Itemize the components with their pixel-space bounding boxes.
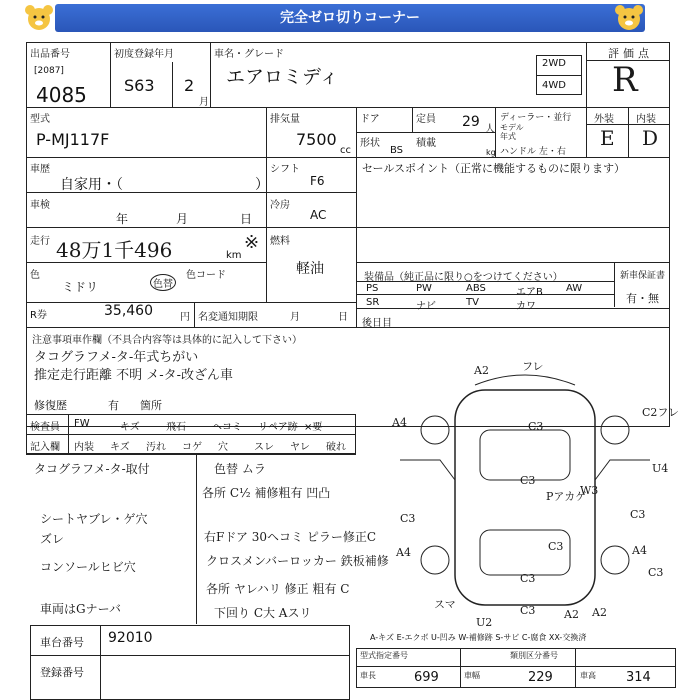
damage-mark: A2 xyxy=(474,364,489,377)
disp-value: 7500 xyxy=(296,130,337,149)
model-label: 車名・グレード xyxy=(214,49,284,60)
color-change: 色替 xyxy=(150,274,176,291)
interior-label: 内装 xyxy=(636,114,656,125)
equip-option: SR xyxy=(366,297,380,308)
mileage-label: 走行 xyxy=(30,236,50,247)
newcar-label: 新車保証書 xyxy=(620,271,666,281)
height-label: 車高 xyxy=(580,671,596,680)
dealer-label: ディーラー・並行 xyxy=(500,113,572,123)
mascot-bear-icon xyxy=(612,2,646,34)
handwritten-note: コンソールヒビ穴 xyxy=(40,560,136,574)
checker-option: 破れ xyxy=(326,442,346,453)
checker-option: スレ xyxy=(254,442,274,453)
ticket-unit: 円 xyxy=(180,312,190,323)
checker-option: 飛石 xyxy=(166,422,186,433)
reg-month-unit: 月 xyxy=(199,97,209,108)
history-label: 車歴 xyxy=(30,164,50,175)
damage-mark: C3 xyxy=(520,604,536,617)
lot-label: 出品番号 xyxy=(30,49,70,60)
exterior-label: 外装 xyxy=(594,114,614,125)
damage-mark: W3 xyxy=(580,484,599,497)
lot-code: [2087] xyxy=(34,66,64,76)
disp-unit: cc xyxy=(340,145,351,156)
year-label: 年式 xyxy=(500,132,516,141)
checker-entry-label: 記入欄 xyxy=(30,442,60,453)
load-label: 積載 xyxy=(416,138,436,149)
handwritten-note: クロスメンバーロッカー 鉄板補修 xyxy=(206,554,389,568)
shift-label: シフト xyxy=(270,164,300,175)
capacity-unit: 人 xyxy=(485,124,495,135)
notice-label: 名変通知期限 xyxy=(198,312,258,323)
model-year-label: モデル xyxy=(500,123,524,132)
equip-option: ナビ xyxy=(416,301,436,312)
equip-option: TV xyxy=(466,297,479,308)
banner: 完全ゼロ切りコーナー xyxy=(55,4,645,32)
history-value: 自家用・（ xyxy=(60,177,123,193)
damage-mark: Pアカゲ xyxy=(546,490,587,503)
afterfit-label: 後日目 xyxy=(362,318,392,329)
load-unit: kg xyxy=(486,148,496,157)
checker-label: 検査員 xyxy=(30,422,60,433)
exterior-value: E xyxy=(600,126,615,150)
model-num-label: 型式指定番号 xyxy=(360,651,408,660)
checker-option: ヘコミ xyxy=(212,422,242,433)
damage-mark: C3 xyxy=(520,474,536,487)
drive-2wd: 2WD xyxy=(542,58,566,69)
damage-mark: C3 xyxy=(520,572,536,585)
chassis-value: 92010 xyxy=(108,630,153,646)
damage-mark: A4 xyxy=(396,546,411,559)
damage-mark: C2フレ xyxy=(642,406,679,419)
handwritten-note: 車両はGナーバ xyxy=(40,602,121,616)
checker-option: 穴 xyxy=(218,442,228,453)
checker-option: ヤレ xyxy=(290,442,310,453)
handwritten-note: ズレ xyxy=(40,532,65,546)
ticket-value: 35,460 xyxy=(104,303,153,319)
notes-line2: 推定走行距離 不明 メ-タ-改ざん車 xyxy=(34,368,234,383)
handwritten-note: シートヤブレ・ゲ穴 xyxy=(40,512,148,526)
checker-option: 汚れ xyxy=(146,442,166,453)
interior-value: D xyxy=(642,126,659,150)
class-num-label: 類別区分番号 xyxy=(510,651,558,660)
repair-label: 修復歴 xyxy=(34,399,67,412)
equip-option: カワ xyxy=(516,301,536,312)
equip-label: 装備品（純正品に限り○をつけてください） xyxy=(364,272,563,283)
handle-label: ハンドル 左・右 xyxy=(500,147,566,157)
handwritten-note: 各所 ヤレハリ 修正 粗有 C xyxy=(206,582,350,596)
equip-option: AW xyxy=(566,283,583,294)
rating-value: R xyxy=(612,60,638,100)
inspection-month: 月 xyxy=(176,212,189,226)
equip-option: PW xyxy=(416,283,432,294)
notes-line1: タコグラフメ-タ-年式ちがい xyxy=(34,350,199,365)
damage-mark: U4 xyxy=(652,462,669,475)
damage-mark: フレ xyxy=(522,360,544,373)
ac-label: 冷房 xyxy=(270,200,290,211)
ac-value: AC xyxy=(310,208,327,222)
shift-value: F6 xyxy=(310,174,325,188)
handwritten-note: 各所 C½ 補修粗有 凹凸 xyxy=(202,486,331,500)
inspection-label: 車検 xyxy=(30,200,50,211)
checker-option: リペア跡 xyxy=(258,422,298,433)
color-code-label: 色コード xyxy=(186,270,226,281)
mileage-unit: km xyxy=(226,250,242,261)
shape-value: BS xyxy=(390,145,404,156)
equip-option: エアB xyxy=(516,287,543,298)
history-close: ） xyxy=(255,177,269,193)
width-label: 車幅 xyxy=(464,671,480,680)
disp-label: 排気量 xyxy=(270,114,300,125)
inspection-year: 年 xyxy=(116,212,129,226)
model-name: エアロミディ xyxy=(226,66,339,88)
notes-label: 注意事項車作欄（不具合内容等は具体的に記入して下さい） xyxy=(32,335,302,346)
lot-number: 4085 xyxy=(36,83,87,107)
notice-month: 月 xyxy=(290,312,300,323)
type-label: 型式 xyxy=(30,114,50,125)
type-value: P-MJ117F xyxy=(36,130,110,149)
sales-label: セールスポイント（正常に機能するものに限ります） xyxy=(362,162,626,175)
checker-option: キズ xyxy=(110,442,130,453)
length-label: 車長 xyxy=(360,671,376,680)
damage-mark: C3 xyxy=(400,512,416,525)
handwritten-note: 色替 ムラ xyxy=(214,462,266,476)
reg-era: S63 xyxy=(124,76,155,95)
chassis-label: 車台番号 xyxy=(40,636,84,649)
checker-option: コゲ xyxy=(182,442,202,453)
checker-option: FW xyxy=(74,418,90,429)
capacity-label: 定員 xyxy=(416,114,436,125)
checker-option: 内装 xyxy=(74,442,94,453)
door-label: ドア xyxy=(360,114,380,125)
notice-day: 日 xyxy=(338,312,348,323)
damage-mark: C3 xyxy=(648,566,664,579)
damage-mark: A4 xyxy=(392,416,407,429)
damage-mark: A4 xyxy=(632,544,647,557)
capacity-value: 29 xyxy=(462,114,480,130)
damage-mark: A2 xyxy=(592,606,607,619)
equip-option: PS xyxy=(366,283,379,294)
height-value: 314 xyxy=(626,670,651,685)
repair-part: 箇所 xyxy=(140,399,162,412)
color-value: ミドリ xyxy=(62,280,99,294)
damage-mark: U2 xyxy=(476,616,493,629)
width-value: 229 xyxy=(528,670,553,685)
damage-mark: C3 xyxy=(528,420,544,433)
handwritten-note: 右Fドア 30ヘコミ ピラー修正C xyxy=(204,530,377,544)
checker-option: キズ xyxy=(120,422,140,433)
damage-legend: A-キズ E-エクボ U-凹み W-補修跡 S-サビ C-腐食 XX-交換済 xyxy=(370,633,587,642)
drive-4wd: 4WD xyxy=(542,80,566,91)
damage-mark: C3 xyxy=(548,540,564,553)
equip-option: ABS xyxy=(466,283,486,294)
handwritten-note: タコグラフメ-タ-取付 xyxy=(34,462,150,476)
mascot-bear-icon xyxy=(22,2,56,34)
reg-label: 初度登録年月 xyxy=(114,49,174,60)
handwritten-note: 下回り C大 Aスリ xyxy=(214,606,312,620)
mileage-value: 48万1千496 xyxy=(56,238,173,262)
damage-mark: スマ xyxy=(434,598,456,611)
ticket-label: R券 xyxy=(30,310,47,321)
shape-label: 形状 xyxy=(360,138,380,149)
mileage-mark: ※ xyxy=(244,232,260,253)
inspection-day: 日 xyxy=(240,212,253,226)
damage-mark: C3 xyxy=(630,508,646,521)
reg-month: 2 xyxy=(184,76,195,95)
newcar-value: 有・無 xyxy=(626,292,659,305)
fuel-label: 燃料 xyxy=(270,236,290,247)
damage-mark: A2 xyxy=(564,608,579,621)
fuel-value: 軽油 xyxy=(296,261,324,277)
checker-option: ×要 xyxy=(304,422,323,433)
length-value: 699 xyxy=(414,670,439,685)
color-label: 色 xyxy=(30,270,40,281)
rating-label: 評価点 xyxy=(608,47,653,60)
plate-label: 登録番号 xyxy=(40,666,84,679)
repair-yes: 有 xyxy=(108,399,119,412)
